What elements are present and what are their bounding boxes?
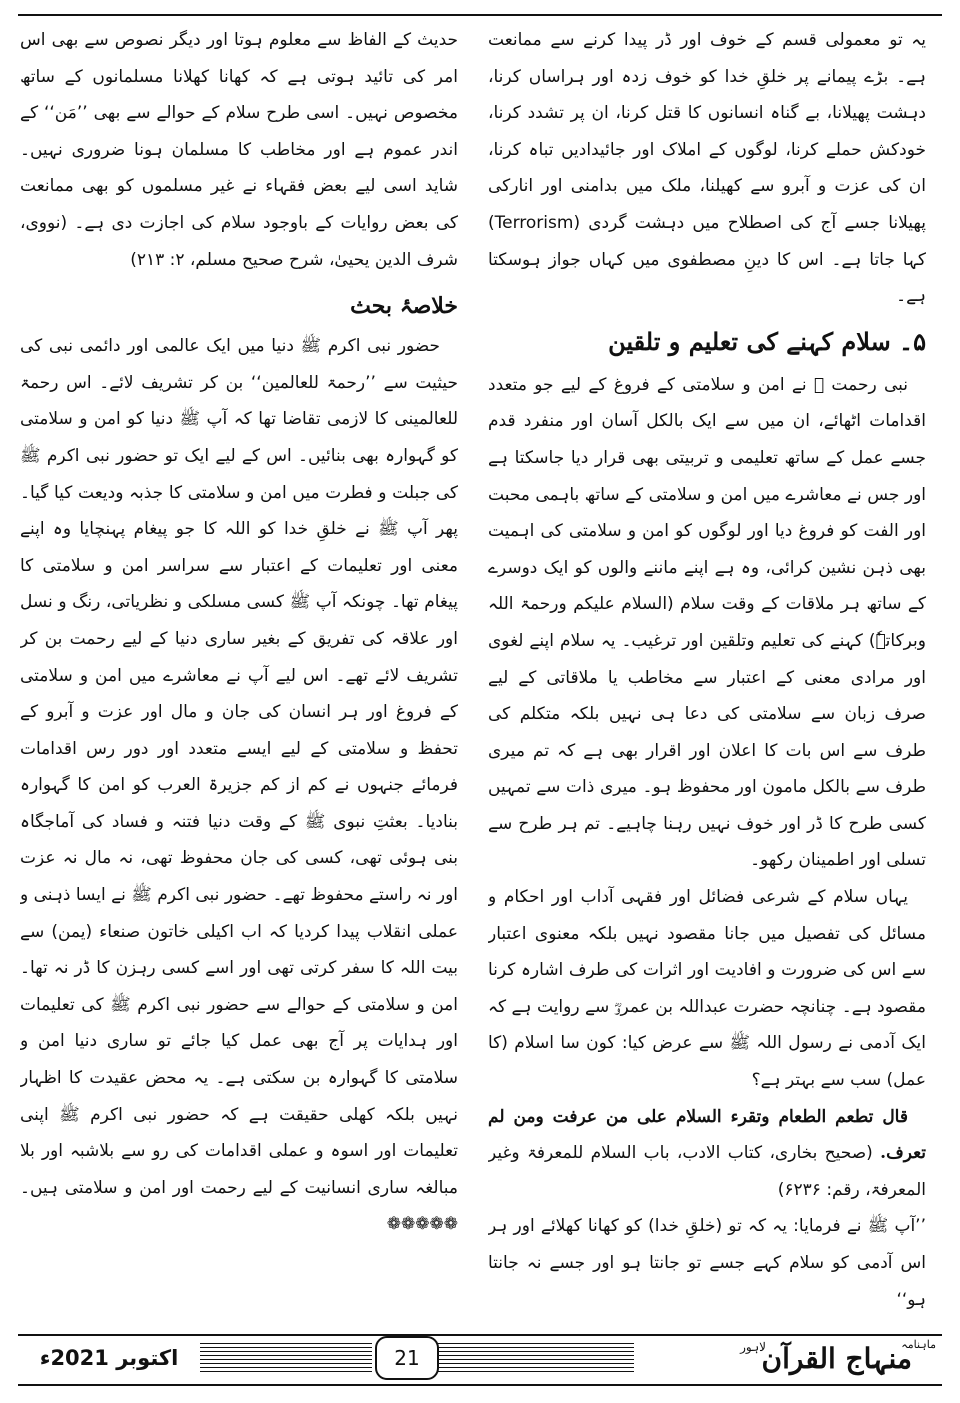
end-ornament-icon: ❁❁❁❁❁ xyxy=(386,1214,458,1235)
footer-rule-bottom xyxy=(18,1384,942,1386)
right-paragraph-4: ’’آپ ﷺ نے فرمایا: یہ کہ تو (خلقِ خدا) کو کھانا کھلائے اور ہر اس آدمی کو سلام کہے جسے تو جانتا ہو اور جسے نہ جانتا ہو‘‘ xyxy=(488,1216,926,1310)
page-footer xyxy=(0,1326,960,1403)
magazine-masthead xyxy=(636,1336,942,1380)
page-number: 21 xyxy=(375,1336,439,1380)
masthead-title: منہاج القرآن xyxy=(761,1342,912,1375)
section-heading-summary: خلاصۂ بحث xyxy=(350,293,458,320)
left-paragraph-2 xyxy=(20,328,458,1243)
masthead-city: لاہور xyxy=(740,1340,766,1354)
right-paragraph-2: نبی رحمت ﷺ نے امن و سلامتی کے فروغ کے لیے جو متعدد اقدامات اٹھائے، ان میں سے ایک بالکل آسان اور منفرد قدم جسے عمل کے ساتھ تعلیمی و تربیتی بھی قرار دیا جاسکتا ہے اور جس نے معاشرے میں امن و سلامتی کے ساتھ باہمی محبت اور الفت کو فروغ دیا اور لوگوں کو امن و سلامتی کی اہمیت بھی ذہن نشین کرائی، وہ ہے اپنے ماننے والوں کو ایک دوسرے کے ساتھ ہر ملاقات کے وقت سلام (السلام علیکم ورحمۃ اللہ وبرکاتہٗ) کہنے کی تعلیم وتلقین اور ترغیب۔ یہ سلام اپنے لغوی اور مرادی معنی کے اعتبار سے مخاطب یا ملاقاتی کے لیے صرف زبان سے سلامتی کی دعا ہی نہیں بلکہ متکلم کی طرف سے اس بات کا اعلان اور اقرار بھی ہے کہ تم میری طرف سے بالکل مامون اور محفوظ ہو۔ میری ذات سے تمہیں کسی طرح کا ڈر اور خوف نہیں رہنا چاہیے۔ تم ہر طرح سے تسلی اور اطمینان رکھو۔ xyxy=(488,374,926,871)
issue-date: اکتوبر 2021ء xyxy=(20,1340,198,1376)
hadith-arabic: قال تطعم الطعام وتقرء السلام علی من عرفت ومن لم تعرف. xyxy=(488,1106,926,1164)
summary-text: حضور نبی اکرم ﷺ دنیا میں ایک عالمی اور دائمی نبی کی حیثیت سے ’’رحمۃ للعالمین‘‘ بن کر تشریف لائے۔ اس رحمۃ للعالمینی کا لازمی تقاضا تھا کہ آپ ﷺ دنیا کو امن و سلامتی کو گہوارہ بھی بنائیں۔ اس کے لیے ایک تو حضور نبی اکرم ﷺ کی جبلت و فطرت میں امن و سلامتی کا جذبہ ودیعت کیا گیا۔ پھر آپ ﷺ نے خلقِ خدا کو اللہ کا جو پیغام پہنچایا وہ اپنے معنی اور تعلیمات کے اعتبار سے سراسر امن و سلامتی کا پیغام تھا۔ چونکہ آپ ﷺ کسی مسلکی و نظریاتی، رنگ و نسل اور علاقہ کی تفریق کے بغیر ساری دنیا کے لیے رحمت بن کر تشریف لائے تھے۔ اس لیے آپ نے معاشرے میں امن و سلامتی کے فروغ اور ہر انسان کی جان و مال اور عزت و آبرو کے تحفظ و سلامتی کے لیے ایسے متعدد اور دور رس اقدامات فرمائے جنہوں نے کم از کم جزیرۃ العرب کو امن کا گہوارہ بنادیا۔ بعثتِ نبوی ﷺ کے وقت دنیا فتنہ و فساد کی آماجگاہ بنی ہوئی تھی، کسی کی جان محفوظ تھی، نہ مال نہ عزت اور نہ راستے محفوظ تھے۔ حضور نبی اکرم ﷺ نے ایسا ذہنی و عملی انقلاب پیدا کردیا کہ اب اکیلی خاتون صنعاء (یمن) سے بیت اللہ کا سفر کرتی تھی اور اسے کسی رہزن کا ڈر نہ تھا۔ امن و سلامتی کے حوالے سے حضور نبی اکرم ﷺ کی تعلیمات اور ہدایات پر آج بھی عمل کیا جائے تو ساری دنیا امن و سلامتی کا گہوارہ بن سکتی ہے۔ یہ محض عقیدت کا اظہار نہیں بلکہ کھلی حقیقت ہے کہ حضور نبی اکرم ﷺ اپنی تعلیمات اور اسوہ و عملی اقدامات کی رو سے بلاشبہ اور بلا مبالغہ ساری انسانیت کے لیے رحمت اور امن و سلامتی ہیں۔ xyxy=(20,336,458,1198)
section-heading-salam: ۵۔ سلام کہنے کی تعلیم و تلقین xyxy=(608,326,926,356)
footer-band-right xyxy=(438,1343,634,1373)
right-paragraph-1: یہ تو معمولی قسم کے خوف اور ڈر پیدا کرنے سے ممانعت ہے۔ بڑے پیمانے پر خلقِ خدا کو خوف زدہ اور ہراساں کرنا، دہشت پھیلانا، بے گناہ انسانوں کا قتل کرنا، ان پر تشدد کرنا، خودکش حملے کرنا، لوگوں کے املاک اور جائیدادیں تباہ کرنا، ان کی عزت و آبرو سے کھیلنا، ملک میں بدامنی اور انارکی پھیلانا جسے آج کی اصطلاح میں دہشت گردی (Terrorism) کہا جاتا ہے۔ اس کا دینِ مصطفوی میں کہاں جواز ہوسکتا ہے۔ xyxy=(488,30,926,307)
left-paragraph-1: حدیث کے الفاظ سے معلوم ہوتا اور دیگر نصوص سے بھی اس امر کی تائید ہوتی ہے کہ کھانا کھلانا مسلمانوں کے ساتھ مخصوص نہیں۔ اسی طرح سلام کے حوالے سے بھی ’’مَن‘‘ کے اندر عموم ہے اور مخاطب کا مسلمان ہونا ضروری نہیں۔ شاید اسی لیے بعض فقہاء نے غیر مسلموں کو بھی ممانعت کی بعض روایات کے باوجود سلام کی اجازت دی ہے۔ (نووی، شرف الدین یحییٰ، شرح صحیح مسلم، ۲: ۲۱۳) xyxy=(20,30,458,270)
top-rule xyxy=(18,14,942,16)
hadith-quote xyxy=(488,1099,926,1209)
hadith-citation: (صحیح بخاری، کتاب الادب، باب السلام للمعرفۃ وغیر المعرفۃ، رقم: ۶۲۳۶) xyxy=(488,1143,926,1200)
left-column xyxy=(20,22,458,1322)
masthead-monthly: ماہنامہ xyxy=(901,1338,936,1351)
right-column xyxy=(488,22,926,1322)
right-paragraph-3: یہاں سلام کے شرعی فضائل اور فقہی آداب اور احکام و مسائل کی تفصیل میں جانا مقصود نہیں بلکہ معنوی اعتبار سے اس کی ضرورت و افادیت اور اثرات کی طرف اشارہ کرنا مقصود ہے۔ چنانچہ حضرت عبداللہ بن عمروؓ سے روایت ہے کہ ایک آدمی نے رسول اللہ ﷺ سے عرض کیا: کون سا اسلام (کا عمل) سب سے بہتر ہے؟ xyxy=(488,887,926,1091)
footer-band-left xyxy=(200,1343,372,1373)
